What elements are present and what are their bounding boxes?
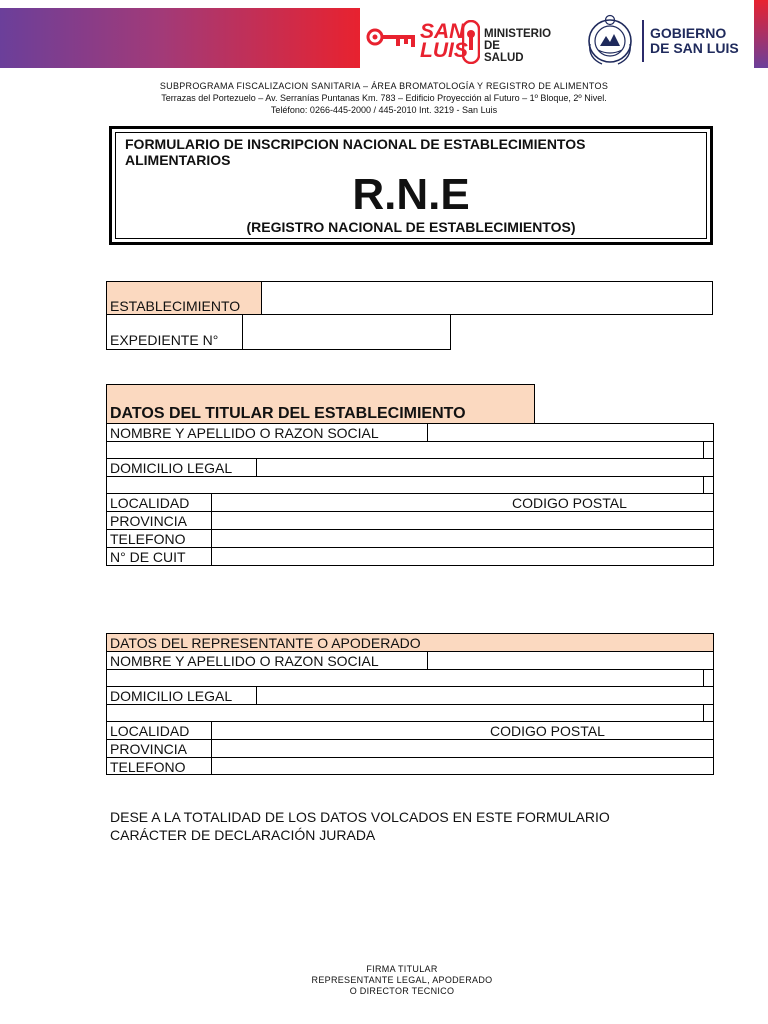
form-acronym: R.N.E [352,170,470,219]
titular-localidad-label: LOCALIDAD [110,495,190,511]
signature-line-1: FIRMA TITULAR [366,964,438,974]
establecimiento-field[interactable] [261,281,713,315]
address-line: Terrazas del Portezuelo – Av. Serranías Puntanas Km. 783 – Edificio Proyección al Futuro – 1º Bloque, 2º Nivel. [161,93,607,103]
representante-provincia-label: PROVINCIA [110,741,188,757]
ministerio-salud-logo [366,18,566,68]
representante-col-line [703,704,704,721]
keyhole-icon [462,20,480,64]
form-title-box [109,126,713,245]
declaration-line-1: DESE A LA TOTALIDAD DE LOS DATOS VOLCADOS EN ESTE FORMULARIO [110,809,610,825]
signature-block [0,964,768,997]
representante-section-header [106,633,714,652]
provincial-seal-icon [584,14,636,70]
titular-nombre-field[interactable] [428,424,713,441]
titular-codigo-postal-label: CODIGO POSTAL [512,495,627,511]
san-luis-text: SAN LUIS [420,20,468,62]
ministerio-line-1: MINISTERIO [484,28,552,40]
expediente-label-cell [106,314,243,350]
signature-line-3: O DIRECTOR TECNICO [349,986,455,996]
form-title-inner-border [115,132,707,239]
representante-provincia-field[interactable] [212,740,713,757]
ministerio-salud-text [484,28,551,64]
form-title: FORMULARIO DE INSCRIPCION NACIONAL DE ESTABLECIMIENTOS ALIMENTARIOS [125,136,586,168]
expediente-label: EXPEDIENTE N° [110,332,219,348]
representante-nombre-field[interactable] [428,652,713,669]
titular-domicilio-label: DOMICILIO LEGAL [110,460,233,476]
gobierno-text [650,26,739,56]
sworn-declaration [110,808,710,844]
titular-cuit-label: N° DE CUIT [110,549,186,565]
ministerio-line-2: DE [484,40,500,52]
titular-row-line [106,476,714,477]
titular-telefono-label: TELEFONO [110,531,186,547]
titular-provincia-label: PROVINCIA [110,513,188,529]
representante-col-line [703,669,704,686]
representante-domicilio-field[interactable] [257,687,713,704]
titular-col-line [703,476,704,493]
header-banner [0,8,360,68]
titular-cuit-field[interactable] [212,548,713,565]
san-luis-wordmark [420,20,468,62]
titular-row-line [106,441,714,442]
establecimiento-label-cell [106,281,262,315]
representante-row-line [106,669,714,670]
titular-section-header [106,384,535,424]
titular-section-title: DATOS DEL TITULAR DEL ESTABLECIMIENTO [110,405,466,422]
representante-row-line [106,704,714,705]
titular-telefono-field[interactable] [212,530,713,547]
representante-section-title: DATOS DEL REPRESENTANTE O APODERADO [110,635,421,651]
titular-col-line [703,441,704,458]
ministerio-line-3: SALUD [484,52,524,64]
representante-codigo-postal-label: CODIGO POSTAL [490,723,605,739]
titular-provincia-field[interactable] [212,512,713,529]
gobierno-san-luis-logo [584,14,760,70]
representante-localidad-label: LOCALIDAD [110,723,190,739]
representante-domicilio-label: DOMICILIO LEGAL [110,688,233,704]
titular-nombre-label: NOMBRE Y APELLIDO O RAZON SOCIAL [110,425,379,441]
gobierno-line-2: DE SAN LUIS [650,40,739,56]
establecimiento-label: ESTABLECIMIENTO [110,298,241,314]
phone-line: Teléfono: 0266-445-2000 / 445-2010 Int. 3219 - San Luis [270,105,498,115]
form-subtitle: (REGISTRO NACIONAL DE ESTABLECIMIENTOS) [246,219,576,235]
representante-telefono-label: TELEFONO [110,759,186,775]
key-icon [366,24,418,50]
logo-separator [642,20,644,62]
declaration-line-2: CARÁCTER DE DECLARACIÓN JURADA [110,827,376,843]
expediente-field[interactable] [242,314,451,350]
gobierno-line-1: GOBIERNO [650,25,727,41]
subprogram-line: SUBPROGRAMA FISCALIZACION SANITARIA – ÁREA BROMATOLOGÍA Y REGISTRO DE ALIMENTOS [159,81,609,91]
representante-localidad-field[interactable] [212,722,713,739]
signature-line-2: REPRESENTANTE LEGAL, APODERADO [311,975,493,985]
titular-domicilio-field[interactable] [257,459,713,476]
representante-nombre-label: NOMBRE Y APELLIDO O RAZON SOCIAL [110,653,379,669]
representante-telefono-field[interactable] [212,758,713,775]
titular-localidad-field[interactable] [212,494,713,511]
